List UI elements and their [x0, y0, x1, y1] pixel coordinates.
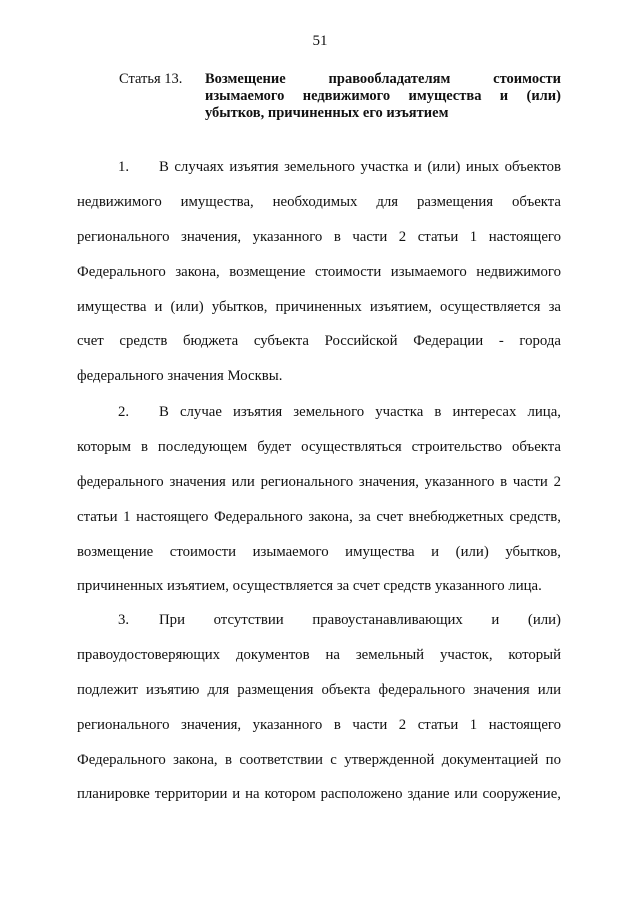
paragraph-line: причиненных изъятием, осуществляется за счет средств указанного лица. [77, 578, 542, 595]
paragraph-line: статьи 1 настоящего Федерального закона, за счет внебюджетных средств, [77, 508, 561, 525]
paragraph-line: Федерального закона, возмещение стоимости изымаемого недвижимого [77, 263, 561, 280]
paragraph-line: имущества и (или) убытков, причиненных изъятием, осуществляется за [77, 298, 561, 315]
page-number: 51 [312, 33, 328, 49]
paragraph-line-text: При отсутствии правоустанавливающих и (или) [159, 612, 561, 628]
paragraph-line: Федерального закона, в соответствии с утвержденной документацией по [77, 751, 561, 768]
paragraph-number: 2. [118, 404, 130, 420]
paragraph-line-text: В случаях изъятия земельного участка и (или) иных объектов [159, 159, 561, 175]
paragraph-2 [77, 402, 561, 611]
paragraph-line: федерального значения или регионального значения, указанного в части 2 [77, 473, 561, 490]
paragraph-line: правоудостоверяющих документов на земельный участок, который [77, 646, 561, 663]
paragraph-line: возмещение стоимости изымаемого имущества и (или) убытков, [77, 543, 561, 560]
paragraph-1 [77, 157, 561, 401]
paragraph-line: федерального значения Москвы. [77, 368, 283, 385]
article-title [205, 71, 561, 122]
paragraph-line [77, 610, 561, 645]
paragraph-line-text: В случае изъятия земельного участка в интересах лица, [159, 404, 561, 420]
paragraph-3 [77, 610, 561, 819]
paragraph-line [77, 402, 561, 437]
paragraph-line: регионального значения, указанного в части 2 статьи 1 настоящего [77, 228, 561, 245]
paragraph-line: подлежит изъятию для размещения объекта федерального значения или [77, 681, 561, 698]
paragraph-number: 3. [118, 612, 130, 628]
article-title-line: изымаемого недвижимого имущества и (или) [205, 88, 561, 104]
paragraph-line: которым в последующем будет осуществляться строительство объекта [77, 438, 561, 455]
article-title-line: Возмещение правообладателям стоимости [205, 71, 561, 87]
paragraph-number: 1. [118, 159, 130, 175]
paragraph-line: недвижимого имущества, необходимых для размещения объекта [77, 193, 561, 210]
paragraph-line [77, 157, 561, 192]
paragraph-line: регионального значения, указанного в части 2 статьи 1 настоящего [77, 716, 561, 733]
article-title-line: убытков, причиненных его изъятием [205, 105, 449, 121]
paragraph-line: планировке территории и на котором расположено здание или сооружение, [77, 786, 561, 803]
article-label: Статья 13. [119, 71, 183, 87]
paragraph-line: счет средств бюджета субъекта Российской Федерации - города [77, 333, 561, 350]
